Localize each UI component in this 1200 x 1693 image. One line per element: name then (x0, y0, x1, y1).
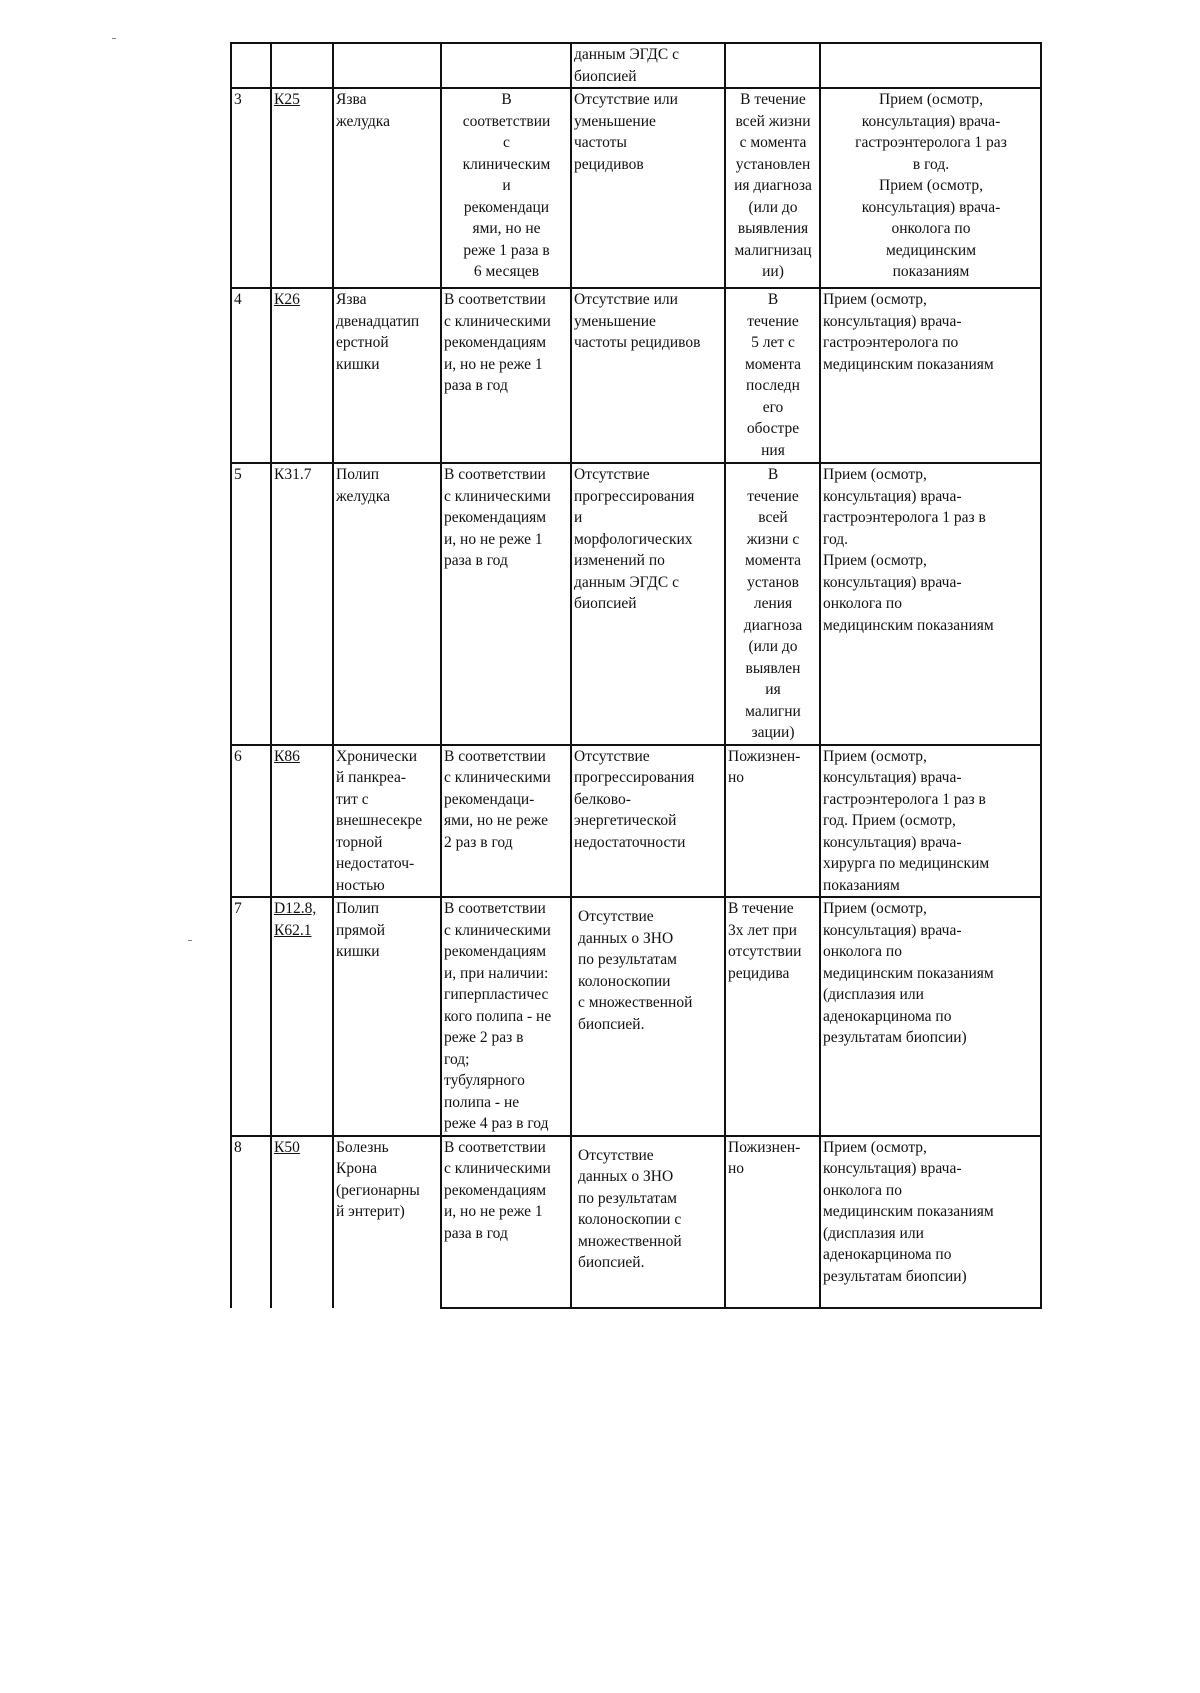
control-criterion: Отсутствие данных о ЗНО по результатам колоноскопии с множественной биопсией. (571, 897, 725, 1136)
table-row (231, 88, 1041, 288)
table-row (231, 745, 1041, 898)
observation-frequency: В соответствии с клиническими рекомендациям и, при наличии: гиперпластичес кого полипа - не реже 2 раз в год; тубулярного полипа - не реже 4 раз в год (441, 897, 571, 1136)
table-row (231, 897, 1041, 1136)
diagnosis-code: К31.7 (271, 463, 333, 745)
observation-frequency: В соответствии с клиническими рекомендациям и, но не реже 1 раза в год (441, 463, 571, 745)
row-number: 6 (231, 745, 271, 898)
consultation: Прием (осмотр, консультация) врача- гастроэнтеролога по медицинским показаниям (820, 288, 1041, 463)
diagnosis-name (333, 43, 441, 88)
observation-frequency: В соответствии с клиническими рекомендаци- ями, но не реже 2 раз в год (441, 745, 571, 898)
diagnosis-name: Полип прямой кишки (333, 897, 441, 1136)
observation-frequency: В соответствии с клиническими рекомендациям и, но не реже 1 раза в год (441, 288, 571, 463)
diagnosis-code: К26 (271, 288, 333, 463)
consultation: Прием (осмотр, консультация) врача- онколога по медицинским показаниям (дисплазия или аденокарцинома по результатам биопсии) (820, 897, 1041, 1136)
consultation: Прием (осмотр, консультация) врача- гастроэнтеролога 1 раз в год. Прием (осмотр, консультация) врача- хирурга по медицинским показаниям (820, 745, 1041, 898)
control-criterion: Отсутствие или уменьшение частоты рецидивов (571, 288, 725, 463)
scan-mark-top (112, 38, 116, 39)
diagnosis-code: К50 (271, 1136, 333, 1308)
diagnosis-name: Хронически й панкреа- тит с внешнесекре торной недостаточ- ностью (333, 745, 441, 898)
consultation: Прием (осмотр, консультация) врача- онколога по медицинским показаниям (дисплазия или аденокарцинома по результатам биопсии) (820, 1136, 1041, 1308)
row-number: 8 (231, 1136, 271, 1308)
observation-frequency: В соответствии с клиническими рекомендациям и, но не реже 1 раза в год (441, 1136, 571, 1308)
diagnosis-code (271, 43, 333, 88)
observation-duration (725, 43, 820, 88)
scan-mark-side (188, 940, 192, 941)
consultation (820, 43, 1041, 88)
row-number: 7 (231, 897, 271, 1136)
table-row (231, 288, 1041, 463)
row-number: 3 (231, 88, 271, 288)
control-criterion: Отсутствие данных о ЗНО по результатам колоноскопии с множественной биопсией. (571, 1136, 725, 1308)
table-row (231, 463, 1041, 745)
row-number: 4 (231, 288, 271, 463)
control-criterion: данным ЭГДС с биопсией (571, 43, 725, 88)
diagnosis-code: D12.8, К62.1 (271, 897, 333, 1136)
control-criterion: Отсутствие прогрессирования белково- энергетической недостаточности (571, 745, 725, 898)
observation-duration: В течение всей жизни с момента установлен ия диагноза (или до выявления малигнизац ии) (725, 88, 820, 288)
row-number (231, 43, 271, 88)
observation-duration: Пожизнен- но (725, 1136, 820, 1308)
diagnosis-name: Полип желудка (333, 463, 441, 745)
observation-duration: Пожизнен- но (725, 745, 820, 898)
follow-up-table (230, 42, 1042, 1309)
control-criterion: Отсутствие или уменьшение частоты рецидивов (571, 88, 725, 288)
diagnosis-code: К86 (271, 745, 333, 898)
observation-duration: В течение всей жизни с момента установ ления диагноза (или до выявлен ия малигни зации) (725, 463, 820, 745)
observation-duration: В течение 3х лет при отсутствии рецидива (725, 897, 820, 1136)
table-row (231, 1136, 1041, 1308)
diagnosis-name: Язва желудка (333, 88, 441, 288)
consultation: Прием (осмотр, консультация) врача- гастроэнтеролога 1 раз в год. Прием (осмотр, консультация) врача- онколога по медицинским показаниям (820, 88, 1041, 288)
control-criterion: Отсутствие прогрессирования и морфологических изменений по данным ЭГДС с биопсией (571, 463, 725, 745)
consultation: Прием (осмотр, консультация) врача- гастроэнтеролога 1 раз в год. Прием (осмотр, консультация) врача- онколога по медицинским показаниям (820, 463, 1041, 745)
observation-frequency (441, 43, 571, 88)
diagnosis-name: Болезнь Крона (регионарны й энтерит) (333, 1136, 441, 1308)
table-row (231, 43, 1041, 88)
observation-frequency: В соответствии с клиническим и рекомендаци ями, но не реже 1 раза в 6 месяцев (441, 88, 571, 288)
observation-duration: В течение 5 лет с момента последн его обостре ния (725, 288, 820, 463)
diagnosis-code: К25 (271, 88, 333, 288)
diagnosis-name: Язва двенадцатип ерстной кишки (333, 288, 441, 463)
row-number: 5 (231, 463, 271, 745)
